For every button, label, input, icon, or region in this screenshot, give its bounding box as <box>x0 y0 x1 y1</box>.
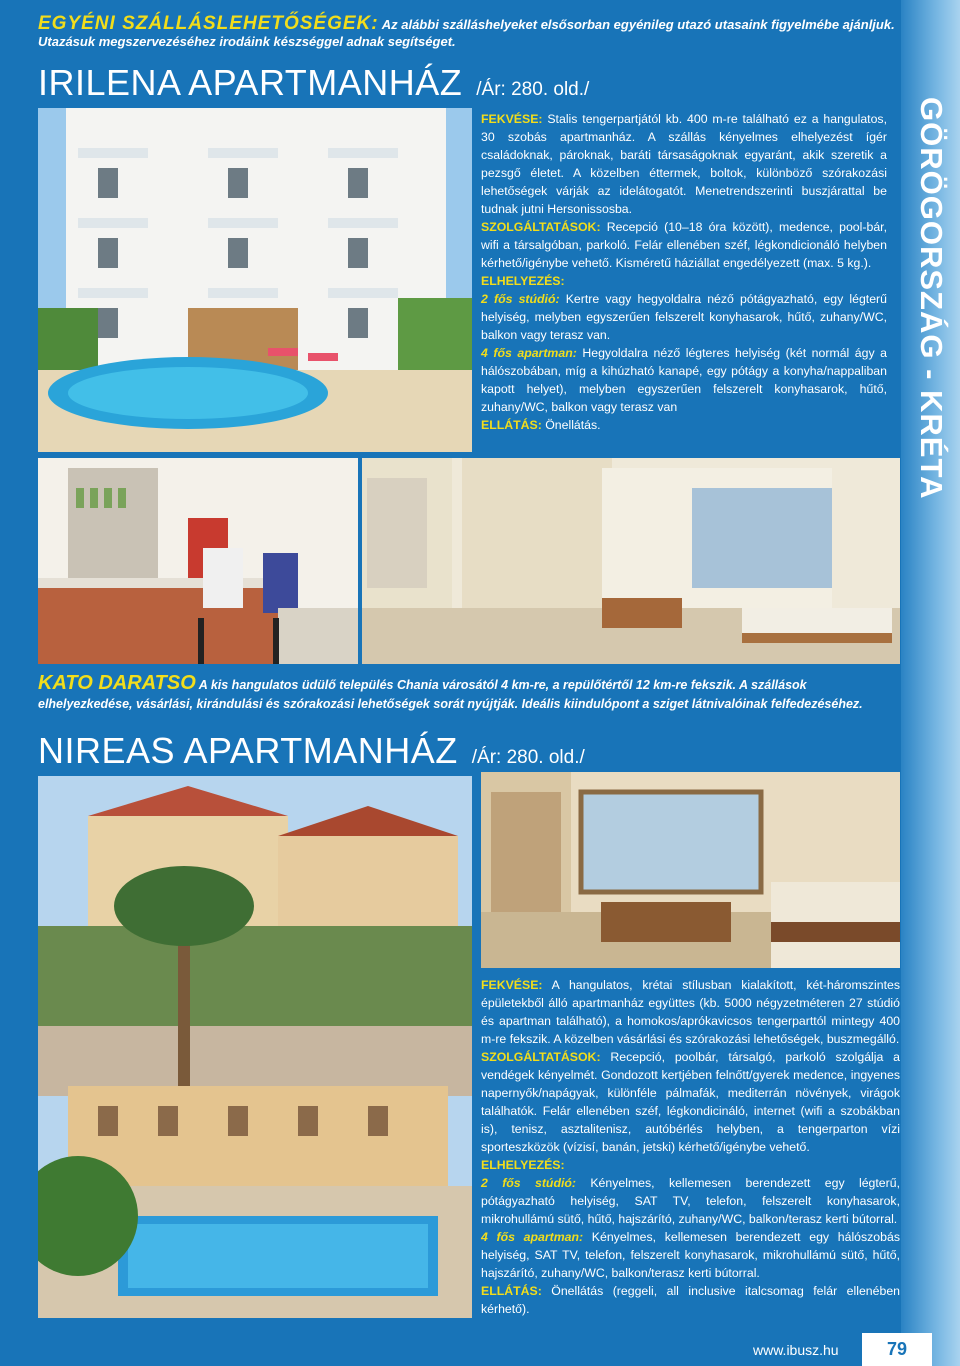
sidebar-label: GÖRÖGORSZÁG - KRÉTA <box>914 96 949 500</box>
irilena-description: FEKVÉSE: Stalis tengerpartjától kb. 400 m-re található ez a hangulatos, 30 szobás apartmanház. A szállás kényelmes elhelyezést ígér családoknak, pároknak, baráti társaságoknak egyaránt, akik szeretik a pezsgő életet. A közelben éttermek, boltok, különböző szórakozási lehetőségek várják az idelátogatót. Menetrendszerinti buszjárattal be tudnak jutni Hersonissosba. SZOLGÁLTATÁSOK: Recepció (10–18 óra között), medence, pool-bár, wifi a társalgóban, parkoló. Felár ellenében széf, légkondicionáló helyben kérhető/igénybe vehető. Kisméretű háziállat engedélyezett (max. 5 kg.). ELHELYEZÉS: 2 fős stúdió: Kertre vagy hegyoldalra néző pótágyazható, egy légterű helyiség, melyben egyszerűen felszerelt konyhasarok, hűtő, zuhany/WC, balkon vagy terasz van. 4 fős apartman: Hegyoldalra néző légteres helyiség (két normál ágy a hálószobában, míg a kihúzható kanapé, egy pótágy a konyha/nappaliban kapott helyet), melyben egyszerűen felszerelt konyhasarok, hűtő, zuhany/WC, balkon vagy terasz van ELLÁTÁS: Önellátás. <box>481 112 887 432</box>
footer-url[interactable]: www.ibusz.hu <box>753 1342 839 1358</box>
nireas-description: FEKVÉSE: A hangulatos, krétai stílusban kialakított, két-háromszintes épületekből álló apartmanház együttes (kb. 5000 négyzetméteren 27 stúdió és apartman található), a homokos/aprókavicsos tengerparttól mintegy 400 m-re fekszik. A közelben vásárlási és szórakozási lehetőségek, buszmegálló. SZOLGÁLTATÁSOK: Recepció, poolbár, társalgó, parkoló szolgálja a vendégek kényelmét. Gondozott kertjében felnőtt/gyerek medence, ingyenes napernyők/napágyak, különféle pálmafák, mediterrán növények, virágok találhatók. Felár ellenében széf, légkondicináló, internet (wifi a szobákban is), tenisz, asztalitenisz, autóbérlés helyben, a tengerparton vízi sporteszközök (vízisí, banán, jetski) kérhető/igénybe vehető. ELHELYEZÉS: 2 fős stúdió: Kényelmes, kellemesen berendezett egy légterű, pótágyazható helyiség, SAT TV, telefon, felszerelt konyhasarok, mikrohullámú sütő, hűtő, hajszárító, zuhany/WC, balkon/terasz kerti bútorral. 4 fős apartman: Kényelmes, kellemesen berendezett egy hálószobás helyiség, SAT TV, telefon, felszerelt konyhasarok, mikrohullámú sütő, hűtő, hajszárító, zuhany/WC, balkon/terasz kerti bútorral. ELLÁTÁS: Önellátás (reggeli, all inclusive italcsomag felár ellenében kérhető). <box>481 978 900 1316</box>
page-number: 79 <box>862 1333 932 1366</box>
intro-body: Az alábbi szálláshelyeket elsősorban egyénileg utazó utasaink figyelmébe ajánljuk. Utazásuk megszervezéséhez irodáink készséggel adnak segítséget. <box>38 17 895 49</box>
irilena-room-photo <box>362 458 900 664</box>
irilena-exterior-photo <box>38 108 472 452</box>
irilena-bar-photo <box>38 458 358 664</box>
irilena-title: IRILENA APARTMANHÁZ /Ár: 280. old./ <box>38 62 590 103</box>
intro-heading: EGYÉNI SZÁLLÁSLEHETŐSÉGEK: <box>38 13 379 34</box>
intro-text <box>38 15 898 50</box>
nireas-title: NIREAS APARTMANHÁZ /Ár: 280. old./ <box>38 730 585 771</box>
irilena-price: /Ár: 280. old./ <box>476 79 590 100</box>
kato-heading: KATO DARATSO <box>38 672 196 694</box>
nireas-exterior-photo <box>38 776 472 1318</box>
nireas-room-photo <box>481 772 900 968</box>
kato-daratso-intro <box>38 674 900 714</box>
kato-body: A kis hangulatos üdülő település Chania városától 4 km-re, a repülőtértől 12 km-re fekszik. A szállások elhelyezkedése, vásárlási, kirándulási és szórakozási lehetőségek sorát nyújtják. Ideális kiindulópont a sziget látnivalóinak felfedezéséhez. <box>38 678 863 711</box>
nireas-price: /Ár: 280. old./ <box>471 747 585 768</box>
